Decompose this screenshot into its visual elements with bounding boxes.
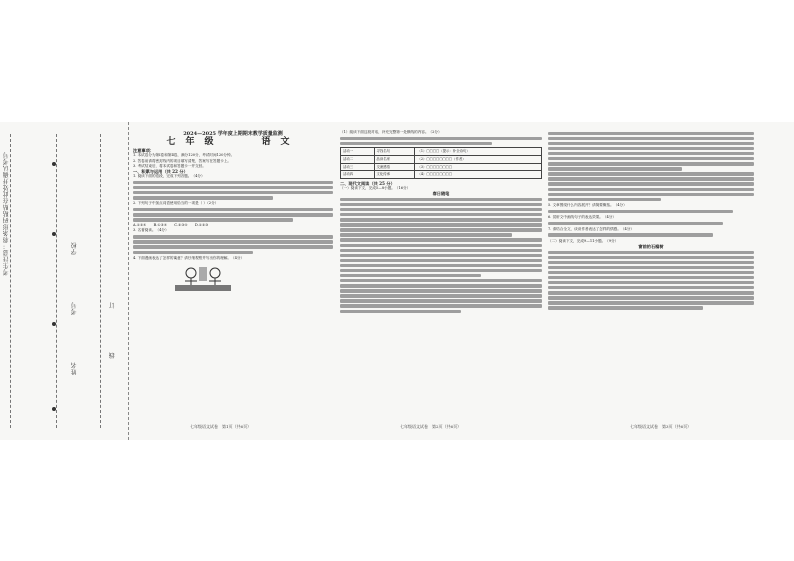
name-label: 姓名	[71, 362, 78, 375]
notice-line: 2. 答卷前请将密封线内的项目填写清楚，答案写在答题卡上。	[133, 158, 232, 163]
passage-heading: 窗前的石榴树	[638, 243, 664, 249]
question-2: 2. 下列句子中加点词语使用恰当的一项是（ ）（2分）	[133, 201, 219, 206]
table-row: 活动一 寻找名句 （1）□□□□（提示：补全诗句）	[341, 148, 542, 156]
passage-intro: （二）阅读下文，完成9—11小题。（9分）	[548, 238, 619, 243]
section-heading: 二、现代文阅读（共 25 分）	[340, 180, 395, 186]
binding-mark-xian: 线	[109, 352, 116, 359]
page-footer: 七年级语文试卷 第3页（共6页）	[630, 424, 692, 429]
binding-mark-ding: 订	[109, 302, 116, 309]
question-4: 4. 下面漫画表达了怎样的寓意？请仔细观察并写出你的理解。（4分）	[133, 255, 245, 260]
cartoon-image	[173, 263, 233, 295]
page-column-2	[340, 130, 542, 435]
table-row: 活动四 文化传承 （4）□□□□□□□□	[341, 171, 542, 179]
text-block	[340, 137, 542, 145]
text-block	[133, 181, 333, 200]
binding-dot	[52, 232, 56, 236]
passage-body	[548, 251, 754, 310]
table-row: 活动三 交流感悟 （3）□□□□□□□□	[341, 163, 542, 171]
question-5: 5. 文章围绕什么内容展开？请简要概括。（4分）	[548, 202, 627, 207]
notice-line: 3. 考试结束后，将本试卷和答题卡一并交回。	[133, 163, 206, 168]
table-row: 活动二 品读名家 （2）□□□□□□□□（作者）	[341, 155, 542, 163]
passage-body	[340, 198, 542, 313]
page-footer: 七年级语文试卷 第1页（共6页）	[190, 424, 252, 429]
binding-dot	[52, 407, 56, 411]
notice-line: 1. 本试卷分为第Ⅰ卷和第Ⅱ卷，满分120分，考试时间120分钟。	[133, 153, 235, 158]
question-6: 6. 赏析文中画线句子的表达效果。（4分）	[548, 214, 616, 219]
page-column-1	[133, 130, 333, 435]
activity-table	[340, 147, 542, 178]
exam-number-label: 考号	[71, 302, 78, 315]
passage-body	[548, 132, 754, 201]
text-block	[133, 208, 333, 222]
passage-intro: （一）阅读下文，完成5—8小题。（16分）	[340, 185, 411, 190]
binding-dot	[52, 162, 56, 166]
question-7: 7. 请结合全文，谈谈作者表达了怎样的情感。（4分）	[548, 226, 634, 231]
dashed-line	[100, 134, 101, 428]
dashed-line	[56, 134, 57, 428]
exam-title: 2024—2025 学年度上期期末教学质量监测	[183, 131, 283, 137]
binding-dot	[52, 322, 56, 326]
question-intro: （1）阅读下面这段对话，补充完整第一处横线的内容。（2分）	[340, 130, 442, 134]
text-block	[133, 235, 333, 254]
binding-notice: 考生注意：将条形码粘贴在此处并确认考号	[3, 152, 10, 276]
question-1: 1. 阅读下面的语段，完成下列各题。（4分）	[133, 174, 205, 179]
school-label: 学校	[71, 242, 78, 255]
passage-heading: 春日随笔	[432, 191, 450, 196]
section-heading: 一、积累与运用（共 22 分）	[133, 168, 188, 174]
answer-options: A.①②④ B.①③④ C.②③④ D.①②③	[133, 223, 209, 228]
question-3: 3. 名著阅读。（4分）	[133, 228, 169, 233]
page-footer: 七年级语文试卷 第2页（共6页）	[400, 424, 462, 429]
notice-title: 注意事项：	[133, 148, 154, 154]
page-column-3	[548, 130, 754, 435]
binding-margin	[0, 122, 129, 440]
exam-subject: 七年级 语文	[166, 137, 300, 148]
